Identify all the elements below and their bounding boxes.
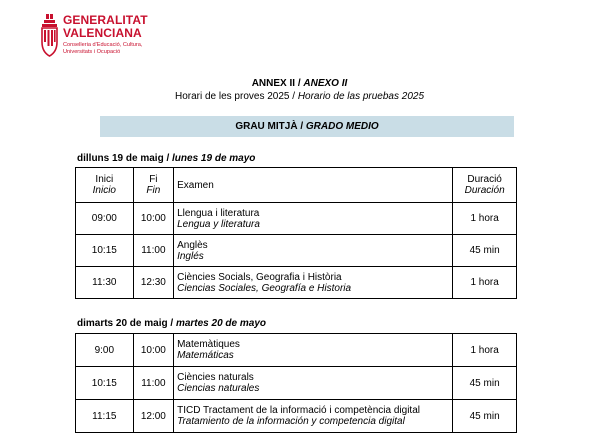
annex-title: ANNEX II / ANEXO II	[251, 78, 348, 89]
start-cell: 9:00	[76, 334, 134, 367]
end-cell: 12:00	[133, 400, 173, 433]
generalitat-logo	[40, 14, 200, 70]
col-duration-header: Duració Duración	[453, 168, 517, 203]
logo-subtitle: Conselleria d'Educació, Cultura, Universitats i Ocupació	[63, 42, 143, 55]
duration-cell: 1 hora	[453, 334, 517, 367]
start-cell: 09:00	[76, 203, 134, 235]
table-row	[76, 400, 517, 433]
end-cell: 12:30	[133, 267, 173, 299]
schedule-table	[75, 333, 517, 433]
logo-name: GENERALITAT VALENCIANA	[63, 13, 148, 40]
table-row	[76, 367, 517, 400]
duration-cell: 45 min	[453, 235, 517, 267]
duration-cell: 1 hora	[453, 203, 517, 235]
start-cell: 10:15	[76, 235, 134, 267]
table-row	[76, 334, 517, 367]
level-band: GRAU MITJÀ / GRADO MEDIO	[100, 116, 514, 137]
col-start-header: Inici Inicio	[76, 168, 134, 203]
end-cell: 11:00	[133, 235, 173, 267]
exam-cell: Ciències naturals Ciencias naturales	[174, 367, 453, 400]
end-cell: 10:00	[133, 334, 173, 367]
table-row	[76, 203, 517, 235]
col-end-header: Fi Fin	[133, 168, 173, 203]
schedule-table	[75, 167, 517, 299]
duration-cell: 45 min	[453, 400, 517, 433]
day-heading: dimarts 20 de maig / martes 20 de mayo	[77, 318, 266, 329]
start-cell: 10:15	[76, 367, 134, 400]
table-row	[76, 267, 517, 299]
exam-cell: TICD Tractament de la informació i competència digital Tratamiento de la información y competencia digital	[174, 400, 453, 433]
day-heading: dilluns 19 de maig / lunes 19 de mayo	[77, 153, 256, 164]
start-cell: 11:30	[76, 267, 134, 299]
annex-subtitle: Horari de les proves 2025 / Horario de las pruebas 2025	[174, 91, 425, 102]
col-exam-header: Examen	[174, 168, 453, 203]
exam-cell: Matemàtiques Matemáticas	[174, 334, 453, 367]
start-cell: 11:15	[76, 400, 134, 433]
end-cell: 10:00	[133, 203, 173, 235]
duration-cell: 1 hora	[453, 267, 517, 299]
generalitat-emblem-icon	[40, 14, 60, 60]
table-header-row	[76, 168, 517, 203]
exam-cell: Anglès Inglés	[174, 235, 453, 267]
exam-cell: Ciències Socials, Geografia i Història Ciencias Sociales, Geografía e Historia	[174, 267, 453, 299]
duration-cell: 45 min	[453, 367, 517, 400]
end-cell: 11:00	[133, 367, 173, 400]
exam-cell: Llengua i literatura Lengua y literatura	[174, 203, 453, 235]
table-row	[76, 235, 517, 267]
